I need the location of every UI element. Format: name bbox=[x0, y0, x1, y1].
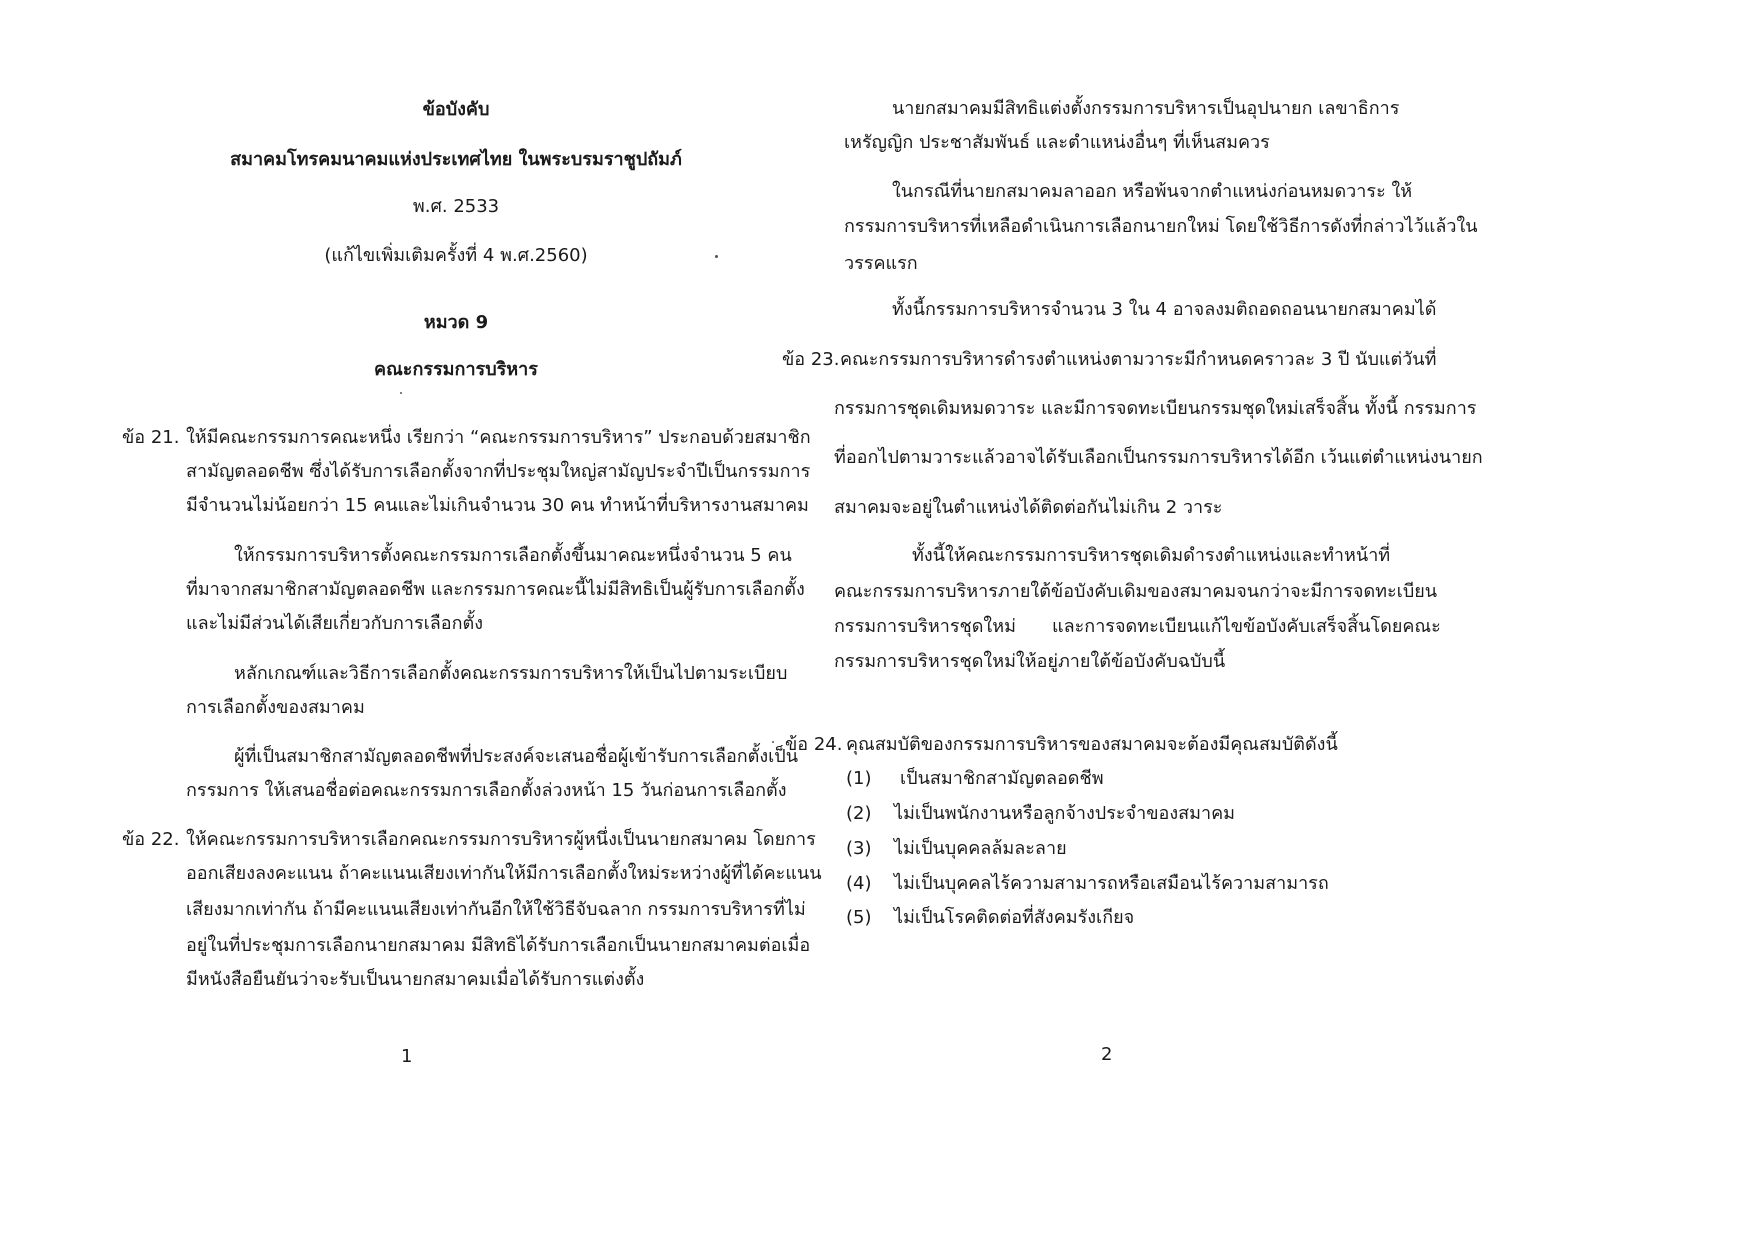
clause-24-intro: คุณสมบัติของกรรมการบริหารของสมาคมจะต้องมีคุณสมบัติดังนี้ bbox=[846, 734, 1338, 755]
page-number-right: 2 bbox=[1101, 1044, 1113, 1065]
clause-22-cont-line: กรรมการบริหารที่เหลือดำเนินการเลือกนายกใหม่ โดยใช้วิธีการดังที่กล่าวไว้แล้วใน bbox=[844, 216, 1478, 237]
clause-24-item-number: (3) bbox=[846, 838, 872, 859]
clause-22-cont-line: ทั้งนี้กรรมการบริหารจำนวน 3 ใน 4 อาจลงมติถอดถอนนายกสมาคมได้ bbox=[892, 299, 1437, 320]
clause-21-para4-line: ผู้ที่เป็นสมาชิกสามัญตลอดชีพที่ประสงค์จะเสนอชื่อผู้เข้ารับการเลือกตั้งเป็น bbox=[234, 746, 799, 767]
clause-24-number: ข้อ 24. bbox=[785, 734, 843, 755]
clause-24-item-number: (4) bbox=[846, 873, 872, 894]
clause-24-item-text: ไม่เป็นพนักงานหรือลูกจ้างประจำของสมาคม bbox=[894, 803, 1235, 824]
clause-22-cont-line: เหรัญญิก ประชาสัมพันธ์ และตำแหน่งอื่นๆ ที่เห็นสมควร bbox=[844, 132, 1270, 153]
clause-23-para2-line: คณะกรรมการบริหารภายใต้ข้อบังคับเดิมของสมาคมจนกว่าจะมีการจดทะเบียน bbox=[834, 581, 1438, 602]
clause-23-para2-line: กรรมการบริหารชุดใหม่ bbox=[834, 616, 1016, 637]
clause-23-line: สมาคมจะอยู่ในตำแหน่งได้ติดต่อกันไม่เกิน 2 วาระ bbox=[834, 497, 1223, 518]
clause-24-item-number: (5) bbox=[846, 907, 872, 928]
scan-speck bbox=[715, 255, 718, 258]
clause-23-line: คณะกรรมการบริหารดำรงตำแหน่งตามวาระมีกำหนดคราวละ 3 ปี นับแต่วันที่ bbox=[840, 349, 1437, 370]
doc-organization: สมาคมโทรคมนาคมแห่งประเทศไทย ในพระบรมราชูปถัมภ์ bbox=[230, 149, 682, 170]
clause-21-para2-line: ที่มาจากสมาชิกสามัญตลอดชีพ และกรรมการคณะนี้ไม่มีสิทธิเป็นผู้รับการเลือกตั้ง bbox=[186, 579, 805, 600]
doc-year: พ.ศ. 2533 bbox=[412, 196, 500, 217]
clause-21-para3-line: การเลือกตั้งของสมาคม bbox=[186, 697, 365, 718]
page-number-left: 1 bbox=[401, 1046, 413, 1067]
clause-24-item-number: (1) bbox=[846, 768, 872, 789]
chapter-number: หมวด 9 bbox=[423, 312, 489, 333]
clause-22-cont-line: ในกรณีที่นายกสมาคมลาออก หรือพ้นจากตำแหน่งก่อนหมดวาระ ให้ bbox=[892, 181, 1413, 202]
clause-24-item-number: (2) bbox=[846, 803, 872, 824]
clause-23-para2-line: และการจดทะเบียนแก้ไขข้อบังคับเสร็จสิ้นโดยคณะ bbox=[1052, 616, 1441, 637]
clause-24-item-text: ไม่เป็นโรคติดต่อที่สังคมรังเกียจ bbox=[894, 907, 1135, 928]
doc-title: ข้อบังคับ bbox=[422, 99, 490, 120]
clause-24-item-text: ไม่เป็นบุคคลไร้ความสามารถหรือเสมือนไร้ความสามารถ bbox=[894, 873, 1329, 894]
clause-22-number: ข้อ 22. bbox=[122, 829, 180, 850]
clause-21-para4-line: กรรมการ ให้เสนอชื่อต่อคณะกรรมการเลือกตั้งล่วงหน้า 15 วันก่อนการเลือกตั้ง bbox=[186, 780, 787, 801]
clause-22-line: เสียงมากเท่ากัน ถ้ามีคะแนนเสียงเท่ากันอีกให้ใช้วิธีจับฉลาก กรรมการบริหารที่ไม่ bbox=[186, 899, 806, 920]
clause-21-para2-line: และไม่มีส่วนได้เสียเกี่ยวกับการเลือกตั้ง bbox=[186, 613, 483, 634]
clause-21-para2-line: ให้กรรมการบริหารตั้งคณะกรรมการเลือกตั้งขึ้นมาคณะหนึ่งจำนวน 5 คน bbox=[234, 545, 792, 566]
clause-22-line: ออกเสียงลงคะแนน ถ้าคะแนนเสียงเท่ากันให้มีการเลือกตั้งใหม่ระหว่างผู้ที่ได้คะแนน bbox=[186, 863, 822, 884]
clause-21-line: ให้มีคณะกรรมการคณะหนึ่ง เรียกว่า “คณะกรรมการบริหาร” ประกอบด้วยสมาชิก bbox=[186, 427, 811, 448]
clause-23-number: ข้อ 23. bbox=[782, 349, 840, 370]
scan-speck bbox=[772, 741, 774, 743]
clause-23-line: กรรมการชุดเดิมหมดวาระ และมีการจดทะเบียนกรรมชุดใหม่เสร็จสิ้น ทั้งนี้ กรรมการ bbox=[834, 398, 1477, 419]
clause-22-cont-line: นายกสมาคมมีสิทธิแต่งตั้งกรรมการบริหารเป็นอุปนายก เลขาธิการ bbox=[892, 98, 1400, 119]
clause-21-line: มีจำนวนไม่น้อยกว่า 15 คนและไม่เกินจำนวน 30 คน ทำหน้าที่บริหารงานสมาคม bbox=[186, 495, 809, 516]
clause-22-line: อยู่ในที่ประชุมการเลือกนายกสมาคม มีสิทธิได้รับการเลือกเป็นนายกสมาคมต่อเมื่อ bbox=[186, 935, 811, 956]
doc-amendment: (แก้ไขเพิ่มเติมครั้งที่ 4 พ.ศ.2560) bbox=[324, 245, 588, 266]
clause-23-line: ที่ออกไปตามวาระแล้วอาจได้รับเลือกเป็นกรรมการบริหารได้อีก เว้นแต่ตำแหน่งนายก bbox=[834, 447, 1483, 468]
clause-22-line: ให้คณะกรรมการบริหารเลือกคณะกรรมการบริหารผู้หนึ่งเป็นนายกสมาคม โดยการ bbox=[186, 829, 816, 850]
scan-speck bbox=[400, 392, 402, 394]
clause-24-item-text: เป็นสมาชิกสามัญตลอดชีพ bbox=[900, 768, 1104, 789]
clause-24-item-text: ไม่เป็นบุคคลล้มละลาย bbox=[894, 838, 1067, 859]
clause-23-para2-line: ทั้งนี้ให้คณะกรรมการบริหารชุดเดิมดำรงตำแหน่งและทำหน้าที่ bbox=[912, 545, 1391, 566]
chapter-title: คณะกรรมการบริหาร bbox=[374, 359, 538, 380]
clause-23-para2-line: กรรมการบริหารชุดใหม่ให้อยู่ภายใต้ข้อบังคับฉบับนี้ bbox=[834, 651, 1226, 672]
clause-22-line: มีหนังสือยืนยันว่าจะรับเป็นนายกสมาคมเมื่อได้รับการแต่งตั้ง bbox=[186, 969, 645, 990]
clause-22-cont-line: วรรคแรก bbox=[844, 253, 918, 274]
clause-21-para3-line: หลักเกณฑ์และวิธีการเลือกตั้งคณะกรรมการบริหารให้เป็นไปตามระเบียบ bbox=[234, 663, 788, 684]
clause-21-line: สามัญตลอดชีพ ซึ่งได้รับการเลือกตั้งจากที่ประชุมใหญ่สามัญประจำปีเป็นกรรมการ bbox=[186, 461, 811, 482]
clause-21-number: ข้อ 21. bbox=[122, 427, 180, 448]
